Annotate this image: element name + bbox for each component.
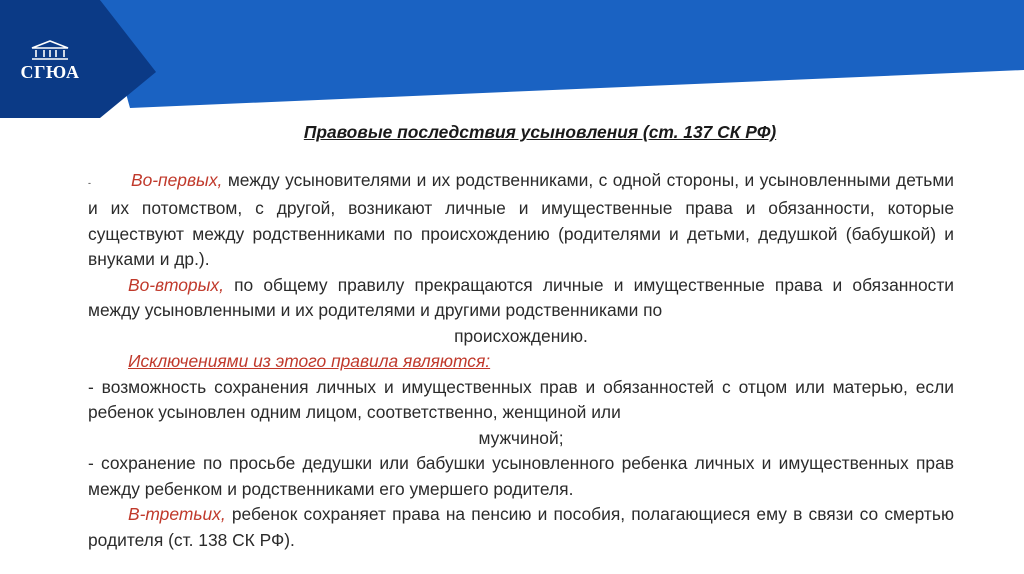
first-body: между усыновителями и их родственниками, с одной стороны, и усыновленными детьми и их потомством, с другой, возникают личные и имущественные права и обязанности, которые существуют между родственниками по происхождению (родителями и детьми, дедушкой (бабушкой) и внуками и др.). [88, 169, 954, 269]
band-light-stripe [100, 0, 1024, 108]
exception-item-2: - сохранение по просьбе дедушки или бабушки усыновленного ребенка личных и имущественных прав между ребенком и родственниками его умершего родителя. [88, 453, 954, 499]
logo [18, 40, 82, 98]
exception-item-1-tail: мужчиной; [478, 427, 564, 448]
first-lead: Во-первых, [131, 169, 223, 190]
paragraph-third [88, 502, 954, 553]
second-tail: происхождению. [454, 325, 588, 346]
paragraph-second [88, 273, 954, 324]
slide-content [88, 118, 954, 553]
paragraph-first [88, 168, 954, 273]
exceptions-heading-line [88, 349, 954, 375]
second-body: по общему правилу прекращаются личные и имущественные права и обязанности между усыновленными и их родителями и другими родственниками по [88, 274, 954, 320]
header-band [0, 0, 1024, 118]
paragraph-marker: - [88, 177, 91, 188]
building-icon [30, 40, 70, 60]
page-title: Правовые последствия усыновления (ст. 137 СК РФ) [303, 122, 777, 142]
exceptions-heading: Исключениями из этого правила являются: [128, 351, 491, 371]
third-body: ребенок сохраняет права на пенсию и пособия, полагающиеся ему в связи со смертью родителя (ст. 138 СК РФ). [88, 504, 954, 550]
logo-text: СГЮА [20, 62, 80, 82]
second-lead: Во-вторых, [128, 274, 224, 295]
exception-item-1: - возможность сохранения личных и имущественных прав и обязанностей с отцом или матерью, если ребенок усыновлен одним лицом, соответственно, женщиной или [88, 376, 954, 422]
third-lead: В-третьих, [128, 504, 226, 524]
